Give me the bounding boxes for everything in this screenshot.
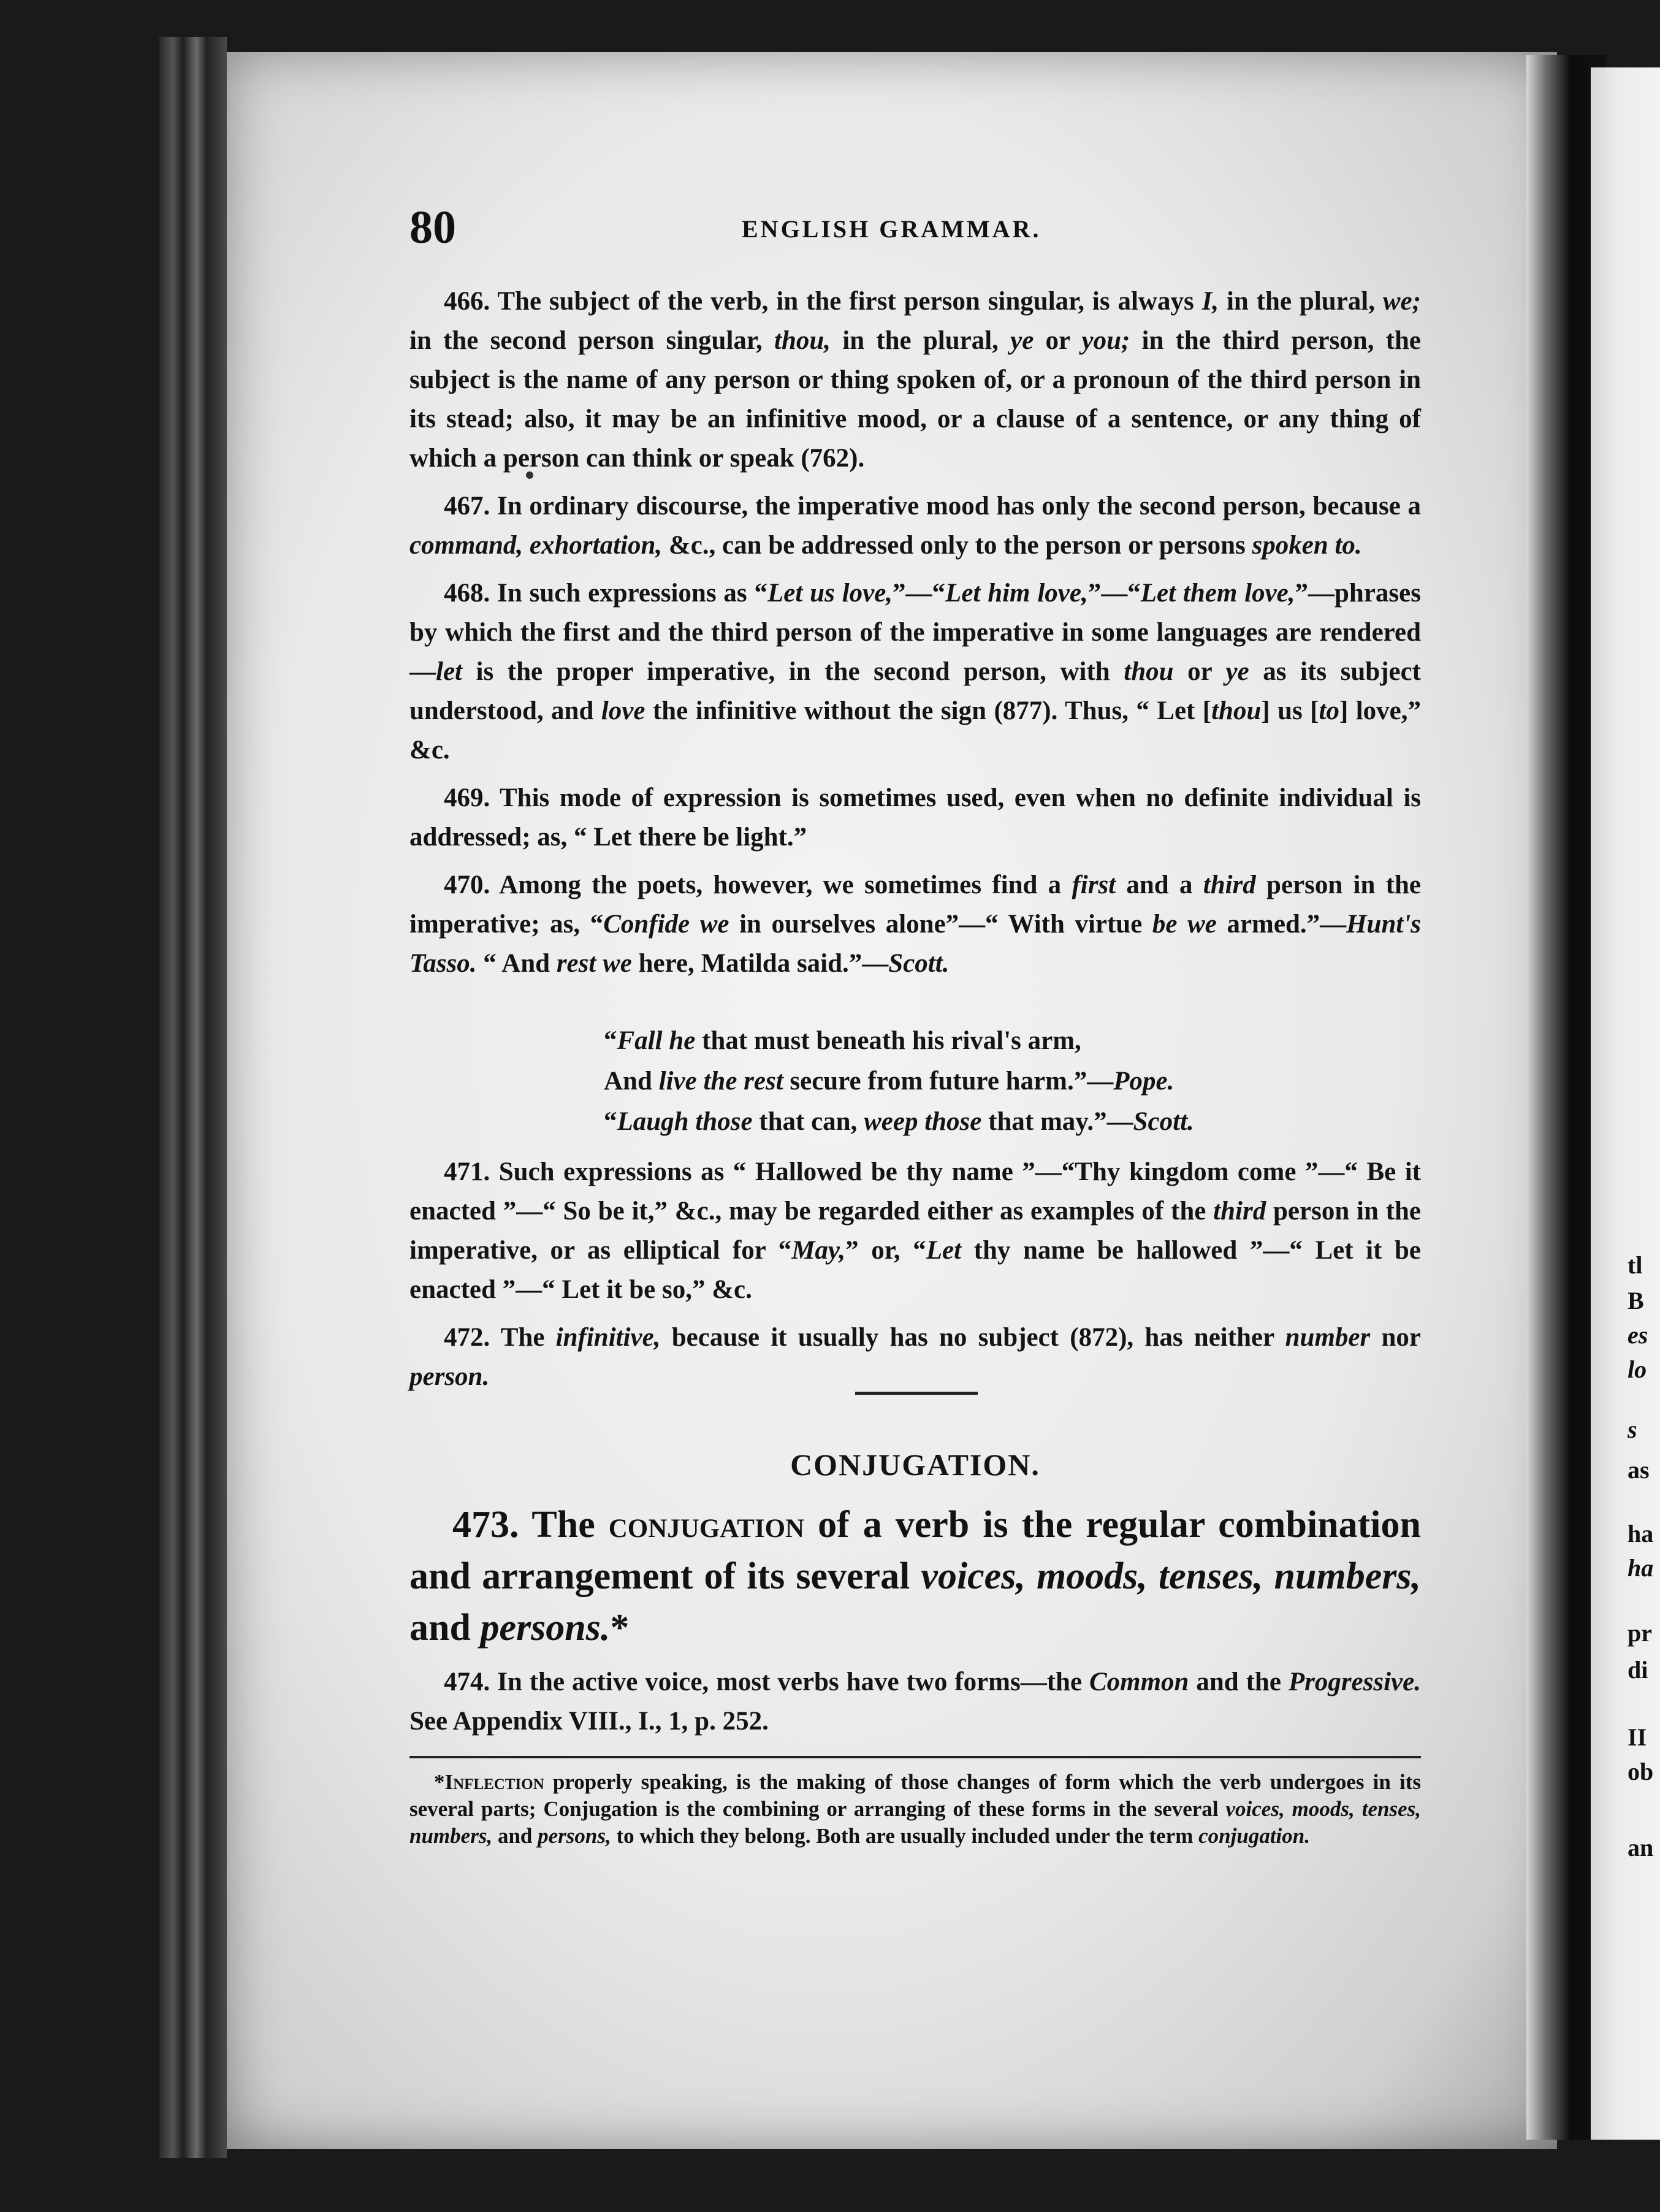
text-run: in the second person singular,: [409, 326, 775, 355]
text-run: Such expressions as “ Hallowed be thy name ”—“Thy kingdom come ”—“ Be it enacted ”—“ So be it,” &c., may be regarded either as examples of the: [409, 1157, 1421, 1226]
text-run: ”—phrases by which the first and the third person of the imperative in some languages are rendered—: [409, 579, 1421, 686]
text-run: ”—“: [1087, 579, 1141, 608]
adjacent-fragment: II: [1628, 1723, 1647, 1751]
section-divider: [855, 1392, 978, 1395]
text-run: that may.”—: [981, 1107, 1133, 1136]
italic-run: thou: [1124, 657, 1174, 686]
italic-run: Let: [926, 1236, 962, 1265]
italic-run: first: [1072, 871, 1116, 899]
italic-run: persons.: [480, 1607, 611, 1649]
text-run: in ourselves alone”—“ With virtue: [729, 910, 1152, 939]
text-run: And: [604, 1067, 659, 1096]
text-run: In the active voice, most verbs have two forms—the: [490, 1668, 1089, 1696]
text-run: or: [1034, 326, 1082, 355]
body-text-bottom: [409, 1663, 1421, 1741]
text-run: &c., can be addressed only to the person or persons: [662, 531, 1252, 560]
italic-run: infinitive,: [555, 1323, 661, 1352]
italic-run: ye: [1225, 657, 1249, 686]
footnote-text: [409, 1769, 1421, 1850]
italic-run: rest we: [556, 949, 632, 978]
italic-run: Scott.: [888, 949, 950, 978]
adjacent-fragment: ha: [1628, 1554, 1654, 1582]
italic-run: Scott.: [1133, 1107, 1194, 1136]
verse-line: [604, 1061, 1401, 1102]
adjacent-fragment: ob: [1628, 1758, 1654, 1785]
verse-quotation: [604, 1021, 1401, 1142]
italic-run: third: [1203, 871, 1256, 899]
text-run: as its subject understood, and: [409, 657, 1421, 725]
text-run: The: [490, 1323, 556, 1352]
paragraph-474: [409, 1663, 1421, 1741]
text-run: nor: [1370, 1323, 1422, 1352]
text-run: or: [1173, 657, 1226, 686]
text-run: that can,: [752, 1107, 864, 1136]
italic-run: thou,: [774, 326, 831, 355]
text-run: “: [604, 1026, 617, 1055]
verse-line: [604, 1102, 1401, 1142]
section-heading: CONJUGATION.: [790, 1447, 1040, 1482]
footnote-marker: *: [610, 1607, 630, 1649]
book-spine-shadow: [159, 37, 227, 2158]
paragraph-number: 471.: [444, 1157, 490, 1186]
text-run: is the proper imperative, in the second person, with: [462, 657, 1124, 686]
body-text-middle: [409, 1153, 1421, 1405]
italic-run: third: [1213, 1197, 1266, 1226]
italic-run: thou: [1211, 696, 1262, 725]
footnote: [409, 1769, 1421, 1850]
italic-run: spoken to.: [1252, 531, 1362, 560]
text-run: ” or, “: [845, 1236, 926, 1265]
adjacent-fragment: s: [1628, 1416, 1637, 1443]
italic-run: Common: [1089, 1668, 1189, 1696]
adjacent-fragment: di: [1628, 1656, 1648, 1684]
verse-line: [604, 1021, 1401, 1061]
text-run: “: [604, 1107, 617, 1136]
paragraph-number: 468.: [444, 579, 490, 608]
italic-run: command, exhortation,: [409, 531, 663, 560]
text-run: the infinitive without the sign (877). Thus, “ Let [: [645, 696, 1212, 725]
italic-run: voices, moods, tenses, numbers,: [921, 1555, 1421, 1597]
italic-run: Let us love,: [767, 579, 893, 608]
text-run: thy name be hallowed ”—“ Let it be enacted ”—“ Let it be so,” &c.: [409, 1236, 1421, 1304]
text-run: of a verb is the regular combination and arrangement of its several: [409, 1504, 1422, 1597]
italic-run: Pope.: [1113, 1067, 1175, 1096]
italic-run: live the rest: [658, 1067, 783, 1096]
text-run: in the plural,: [831, 326, 1011, 355]
text-run: armed.”—: [1216, 910, 1347, 939]
text-run: that must beneath his rival's arm,: [695, 1026, 1081, 1055]
paragraph-471: [409, 1153, 1421, 1310]
small-caps-run: Inflection: [444, 1770, 544, 1794]
text-run: and: [409, 1607, 481, 1649]
italic-run: Confide we: [603, 910, 729, 939]
text-run: person in the imperative, or as elliptical for “: [409, 1197, 1421, 1265]
definition-paragraph: [409, 1499, 1421, 1653]
body-text-top: [409, 282, 1421, 992]
paragraph-470: [409, 866, 1421, 983]
italic-run: persons,: [538, 1824, 611, 1848]
text-run: “ And: [476, 949, 557, 978]
italic-run: person.: [409, 1362, 490, 1391]
text-run: In such expressions as “: [490, 579, 768, 608]
text-run: person in the imperative; as, “: [409, 871, 1421, 939]
text-run: and a: [1116, 871, 1203, 899]
italic-run: Laugh those: [617, 1107, 753, 1136]
text-run: in the third person, the subject is the name of any person or thing spoken of, or a pronoun of the third person in its stead; also, it may be an infinitive mood, or a clause of a sentence, or any thing of which a person can think or speak (762).: [409, 326, 1422, 473]
italic-run: Fall he: [617, 1026, 696, 1055]
adjacent-fragment: tl: [1628, 1251, 1643, 1279]
italic-run: you;: [1081, 326, 1130, 355]
italic-run: Let him love,: [945, 579, 1088, 608]
italic-run: I,: [1201, 287, 1219, 316]
text-run: ] us [: [1261, 696, 1319, 725]
paragraph-473: [409, 1499, 1421, 1653]
italic-run: love: [601, 696, 645, 725]
italic-run: weep those: [864, 1107, 982, 1136]
text-run: secure from future harm.”—: [783, 1067, 1114, 1096]
paragraph-number: 473.: [452, 1504, 519, 1546]
page-number: 80: [409, 202, 456, 253]
text-run: Among the poets, however, we sometimes find a: [490, 871, 1072, 899]
text-run: ”—“: [893, 579, 946, 608]
text-run: properly speaking, is the making of those changes of form which the verb undergoes in its several parts; Conjugation is the combining or arranging of these forms in the several: [409, 1770, 1421, 1821]
paragraph-468: [409, 574, 1421, 770]
running-title: ENGLISH GRAMMAR.: [742, 215, 1041, 243]
adjacent-fragment: an: [1628, 1834, 1654, 1861]
italic-run: be we: [1152, 910, 1217, 939]
adjacent-fragment: es: [1628, 1321, 1648, 1349]
italic-run: voices, moods, tenses, numbers,: [409, 1797, 1421, 1848]
footnote-rule: [409, 1756, 1421, 1758]
adjacent-fragment: pr: [1628, 1619, 1652, 1647]
text-run: See Appendix VIII., I., 1, p. 252.: [409, 1707, 769, 1736]
italic-run: Let them love,: [1140, 579, 1295, 608]
italic-run: let: [436, 657, 462, 686]
paragraph-number: 469.: [444, 784, 490, 812]
text-run: here, Matilda said.”—: [631, 949, 889, 978]
adjacent-page-edge: [1591, 67, 1660, 2140]
paragraph-number: 474.: [444, 1668, 490, 1696]
italic-run: ye: [1010, 326, 1034, 355]
paragraph-number: 466.: [444, 287, 490, 316]
italic-run: conjugation.: [1198, 1824, 1310, 1848]
text-run: because it usually has no subject (872), has neither: [660, 1323, 1285, 1352]
paragraph-467: [409, 487, 1421, 565]
small-caps-run: conjugation: [608, 1504, 805, 1546]
paragraph-469: [409, 779, 1421, 857]
text-run: and the: [1189, 1668, 1289, 1696]
adjacent-fragment: B: [1628, 1287, 1644, 1314]
text-run: The: [519, 1504, 609, 1546]
text-run: In ordinary discourse, the imperative mood has only the second person, because a: [490, 492, 1421, 521]
adjacent-fragment: lo: [1628, 1356, 1647, 1383]
italic-run: May,: [791, 1236, 846, 1265]
italic-run: we;: [1382, 287, 1421, 316]
paragraph-number: 467.: [444, 492, 490, 521]
italic-run: Hunt's Tasso.: [409, 910, 1422, 978]
text-run: The subject of the verb, in the first person singular, is always: [490, 287, 1202, 316]
italic-run: Progressive.: [1288, 1668, 1421, 1696]
paragraph-number: 470.: [444, 871, 490, 899]
text-run: to which they belong. Both are usually included under the term: [611, 1824, 1199, 1848]
adjacent-fragment: as: [1628, 1456, 1650, 1484]
italic-run: to: [1319, 696, 1339, 725]
text-run: and: [492, 1824, 538, 1848]
paragraph-466: [409, 282, 1421, 478]
adjacent-fragment: ha: [1628, 1520, 1654, 1547]
paragraph-number: 472.: [444, 1323, 490, 1352]
footnote-marker: *: [434, 1770, 445, 1794]
paragraph-472: [409, 1318, 1421, 1397]
italic-run: number: [1285, 1323, 1371, 1352]
text-run: in the plural,: [1219, 287, 1383, 316]
text-run: ] love,” &c.: [409, 696, 1421, 765]
text-run: This mode of expression is sometimes used, even when no definite individual is addressed; as, “ Let there be light.”: [409, 784, 1421, 852]
